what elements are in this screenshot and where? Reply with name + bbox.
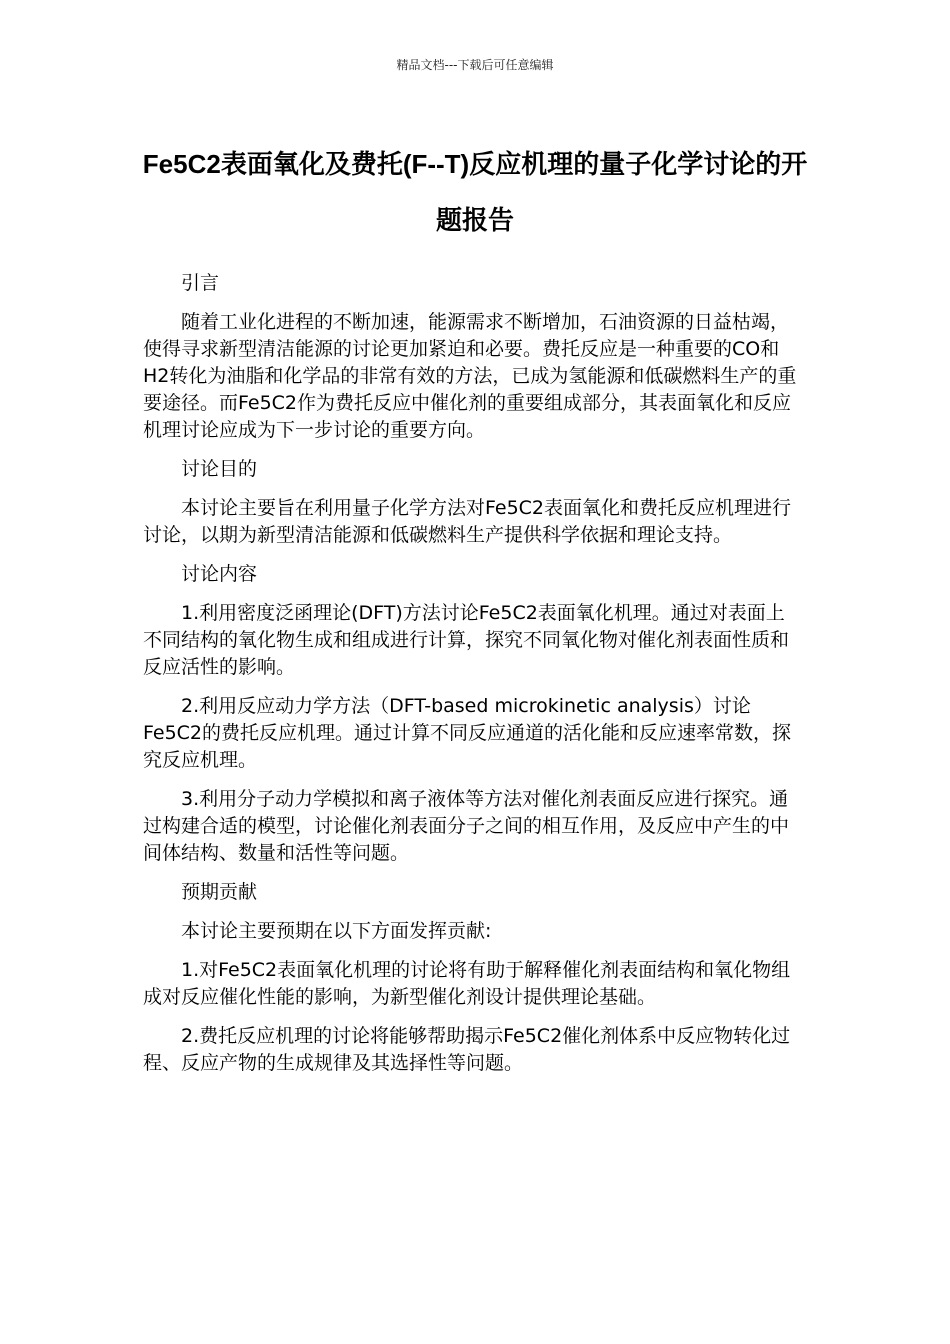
- contribution-item-2: 2.费托反应机理的讨论将能够帮助揭示Fe5C2催化剂体系中反应物转化过程、反应产物的生成规律及其选择性等问题。: [143, 1025, 791, 1074]
- section-heading-content: 讨论内容: [181, 563, 258, 585]
- header-note: 精品文档---下载后可任意编辑: [396, 58, 554, 72]
- section-heading-contribution: 预期贡献: [181, 881, 258, 903]
- paragraph-purpose: 本讨论主要旨在利用量子化学方法对Fe5C2表面氧化和费托反应机理进行讨论，以期为新型清洁能源和低碳燃料生产提供科学依据和理论支持。: [143, 497, 792, 546]
- document-body: [143, 270, 803, 1089]
- section-heading-intro: 引言: [181, 272, 220, 294]
- section-heading-purpose: 讨论目的: [181, 458, 258, 480]
- contribution-item-1: 1.对Fe5C2表面氧化机理的讨论将有助于解释催化剂表面结构和氧化物组成对反应催化性能的影响，为新型催化剂设计提供理论基础。: [143, 959, 791, 1008]
- content-item-3: 3.利用分子动力学模拟和离子液体等方法对催化剂表面反应进行探究。通过构建合适的模型，讨论催化剂表面分子之间的相互作用，及反应中产生的中间体结构、数量和活性等问题。: [143, 788, 790, 864]
- content-item-2: 2.利用反应动力学方法（DFT-based microkinetic analysis）讨论Fe5C2的费托反应机理。通过计算不同反应通道的活化能和反应速率常数，探究反应机理。: [143, 695, 792, 771]
- paragraph-intro: 随着工业化进程的不断加速，能源需求不断增加，石油资源的日益枯竭，使得寻求新型清洁能源的讨论更加紧迫和必要。费托反应是一种重要的CO和H2转化为油脂和化学品的非常有效的方法，已成为氢能源和低碳燃料生产的重要途径。而Fe5C2作为费托反应中催化剂的重要组成部分，其表面氧化和反应机理讨论应成为下一步讨论的重要方向。: [143, 311, 797, 441]
- paragraph-contribution-intro: 本讨论主要预期在以下方面发挥贡献:: [181, 920, 492, 942]
- content-item-1: 1.利用密度泛函理论(DFT)方法讨论Fe5C2表面氧化机理。通过对表面上不同结构的氧化物生成和组成进行计算，探究不同氧化物对催化剂表面性质和反应活性的影响。: [143, 602, 790, 678]
- document-title: Fe5C2表面氧化及费托(F--T)反应机理的量子化学讨论的开题报告: [142, 149, 808, 235]
